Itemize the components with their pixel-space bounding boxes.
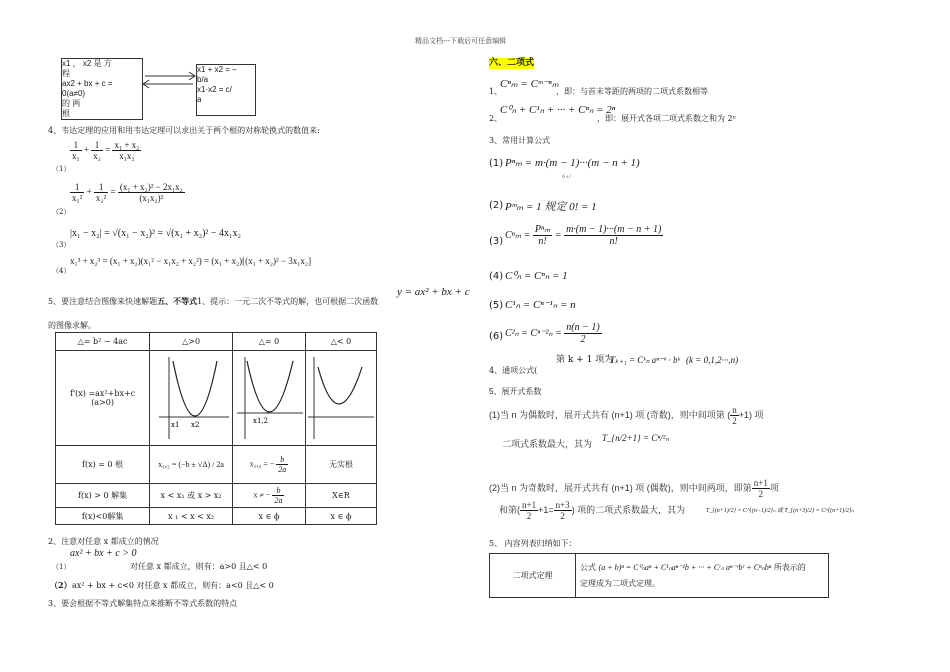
- prop-1-label: 1、: [489, 87, 503, 96]
- lt-solution-1: x ₁ < x < x₂: [150, 508, 233, 525]
- graph-no-root: [305, 351, 376, 446]
- formula-3-label: （3）: [52, 241, 71, 249]
- item-2-1-text: 对任意 x 都成立，则有：a>0 且△< 0: [130, 562, 268, 571]
- table-row-lt-label: f(x)<0解集: [56, 508, 150, 525]
- calc-2-label: (2): [489, 200, 504, 211]
- summary-left-cell: 二项式定理: [490, 554, 576, 598]
- calc-3-label: (3): [489, 236, 504, 247]
- roots-box: [61, 58, 143, 120]
- general-term-formula: Tₖ₊₁ = Cᵏₙ aⁿ⁻ᵏ · bᵏ: [610, 355, 681, 365]
- double-arrow-icon: [141, 70, 197, 90]
- calc-5-label: (5): [489, 300, 504, 311]
- item-5-tip: 1、提示：一元二次不等式的解，也可根据二次函数: [197, 297, 379, 306]
- roots-box-line: 的 两: [62, 99, 81, 108]
- odd-case-line-1: (2)当 n 为奇数时，展开式共有 (n+1) 项 (偶数)，则中间两项，即第 $\frac{n+1}{2}$ 项: [489, 478, 779, 499]
- even-case-line-2: 二项式系数最大，其为: [502, 439, 593, 449]
- formula-3: |x₁ − x₂| = √(x₁ − x₂)² = √(x₁ + x₂)² − 4x₁x₂: [70, 228, 242, 239]
- root-x2-label: x2: [191, 421, 200, 429]
- item-2-1-label: （1）: [52, 563, 71, 571]
- item-5-cont: 的图像求解。: [48, 321, 96, 330]
- calc-4-formula: C⁰ₙ = Cⁿₙ = 1: [505, 270, 568, 282]
- calc-5-formula: C¹ₙ = Cⁿ⁻¹ₙ = n: [505, 299, 576, 311]
- summary-heading: 5、 内容列表归纳如下：: [489, 539, 577, 548]
- discriminant-table: [55, 332, 377, 525]
- summary-right-cell: [576, 554, 829, 598]
- formula-suffix: 所表示的: [773, 562, 806, 572]
- prop-1-text: ，即：与首末等距的两项的二项式系数相等: [556, 87, 708, 96]
- table-header-delta: △= b² − 4ac: [56, 333, 150, 351]
- even-case-line-1: (1)当 n 为偶数时，展开式共有 (n+1) 项 (奇数)，则中间项第 ( $\frac{n}{2}$ +1) 项: [489, 405, 764, 426]
- formula-1: $\frac{1}{\text{x₁}}$ + $\frac{1}{\text{x₂}}$ = $\frac{\text{x₁ + x₂}}{\text{x₁x₂}}$: [72, 140, 140, 161]
- calc-2-formula: Pᵐₘ = 1 规定 0! = 1: [505, 201, 597, 213]
- item-5-line: [48, 296, 378, 307]
- graph-two-roots: [150, 351, 233, 446]
- function-condition: (a>0): [91, 398, 114, 407]
- vieta-box-line: b/a: [197, 75, 209, 84]
- gt-solution-3: X∈R: [305, 484, 376, 508]
- calc-4-label: (4): [489, 271, 504, 282]
- general-term-range: (k = 0,1,2···,n): [686, 355, 739, 365]
- binomial-theorem-formula: (a + b)ⁿ = C⁰ₙaⁿ + C¹ₙaⁿ⁻¹b + ··· + Cʳₙ aⁿ⁻ʳbʳ + Cⁿₙbⁿ: [598, 562, 772, 572]
- table-header-eq0: △= 0: [232, 333, 305, 351]
- item-2-2-text: ax² + bx + c<0 对任意 x 都成立，则有：a<0 且△< 0: [72, 581, 274, 590]
- parabola-two-roots-graph: [151, 351, 231, 443]
- table-row-function: [56, 351, 150, 446]
- formula-prefix: 公式: [580, 562, 596, 572]
- inequality-formula: ax² + bx + c > 0: [70, 548, 137, 559]
- graph-one-root: [232, 351, 305, 446]
- roots-box-line: 0(a≠0): [62, 89, 86, 98]
- table-header-gt0: △>0: [150, 333, 233, 351]
- formula-1-label: （1）: [52, 165, 71, 173]
- vieta-box: [196, 64, 256, 116]
- lt-solution-3: x ∈ ϕ: [305, 508, 376, 525]
- formula-2: $\frac{1}{\text{x₁²}}$ + $\frac{1}{\text{x₂²}}$ = $\frac{\text{(x₁ + x₂)² − 2x₁x₂}}{\text{(x₁x₂)²}}$: [72, 182, 183, 203]
- vieta-box-line: x1·x2 = c/: [197, 85, 232, 94]
- lt-solution-2: x ∈ ϕ: [232, 508, 305, 525]
- roots-box-line: 程: [62, 69, 70, 78]
- table-header-lt0: △< 0: [305, 333, 376, 351]
- item-3-text: 3、要会根据不等式解集特点来推断不等式系数的特点: [48, 599, 238, 608]
- parabola-no-root-graph: [306, 351, 376, 443]
- general-term-prefix: 第 k + 1 项为: [556, 355, 614, 365]
- table-row-gt-label: f(x) > 0 解集: [56, 484, 150, 508]
- root-x12-label: x1,2: [252, 417, 269, 425]
- prop-2-label: 2、: [489, 114, 503, 123]
- even-case-formula: T_{n/2+1} = Cⁿ/²ₙ: [602, 433, 669, 443]
- odd-case-line-2: 和第( $\frac{n+1}{2}$ +1= $\frac{n+3}{2}$ ) 项的二项式系数最大，其为: [499, 500, 686, 521]
- formula-2-label: （2）: [52, 208, 71, 216]
- prop-2-text: ，即：展开式各项二项式系数之和为 2ⁿ: [597, 114, 737, 123]
- general-term-label: 4、通项公式(: [489, 366, 538, 375]
- calc-3-formula: Cⁿₘ = $\frac{\text{Pⁿₘ}}{n!}$ = $\frac{m\cdot(m - 1)\cdot\cdot\cdot(m - n + 1)}{n!}$: [505, 224, 662, 247]
- parabola-one-root-graph: [233, 351, 305, 443]
- prop-1-formula: Cⁿₘ = Cᵐ⁻ⁿₘ: [500, 78, 559, 90]
- quadratic-function: y = ax² + bx + c: [397, 286, 470, 298]
- vieta-box-line: a: [197, 95, 202, 104]
- calc-1-label: (1): [489, 158, 504, 169]
- odd-case-formula: T_{(n+1)/2} = C^{(n−1)/2}ₙ 或 T_{(n+3)/2} = C^{(n+1)/2}ₙ: [706, 508, 854, 514]
- no-real-roots: 无实根: [305, 446, 376, 484]
- table-row-roots-label: f(x) = 0 根: [56, 446, 150, 484]
- binomial-section-title: 六、二项式: [489, 58, 535, 68]
- roots-box-line: 根: [62, 109, 70, 118]
- theorem-statement: 定理成为二项式定理。: [580, 578, 660, 588]
- calc-6-label: (6): [489, 331, 504, 342]
- roots-box-line: ax2 + bx + c =: [62, 79, 113, 88]
- item-5-text: 5、要注意结合图像来快速解题: [48, 297, 158, 306]
- gt-solution-1: x < x₁ 或 x > x₂: [150, 484, 233, 508]
- vieta-box-line: x1 + x2 = –: [197, 65, 237, 74]
- page-header: 精品文档---下载后可任意编辑: [415, 37, 507, 45]
- prop-3-text: 3、常用计算公式: [489, 136, 551, 145]
- coefficients-heading: 5、展开式系数: [489, 387, 542, 396]
- formula-4-label: （4）: [52, 267, 71, 275]
- gt-solution-2: x ≠ − $\frac{b}{2a}$: [232, 484, 305, 508]
- item-2-2-label: （2）: [50, 580, 72, 590]
- formula-4: x₁³ + x₂³ = (x₁ + x₂)(x₁² − x₁x₂ + x₂²) = (x₁ + x₂)[(x₁ + x₂)² − 3x₁x₂]: [70, 256, 312, 266]
- calc-1-formula: Pⁿₘ = m·(m − 1)···(m − n + 1): [505, 157, 640, 169]
- roots-box-line: x1 ， x2 是 方: [62, 59, 112, 68]
- item-2-text: 2、注意对任意 x 都成立的情况: [48, 537, 159, 546]
- item-4-text: 4、韦达定理的应用和用韦达定理可以求出关于两个根的对称轮换式的数值来:: [48, 126, 320, 135]
- prop-2-formula: C⁰ₙ + C¹ₙ + ··· + Cⁿₙ = 2ⁿ: [500, 104, 616, 116]
- section-5-heading: 五、不等式: [157, 296, 198, 306]
- summary-table: [489, 553, 829, 598]
- function-label: f'(x) =ax²+bx+c: [70, 389, 136, 398]
- double-root-formula: x₁,₂ = − $\frac{b}{2a}$: [232, 446, 305, 484]
- calc-6-formula: C²ₙ = Cⁿ⁻²ₙ = $\frac{n(n - 1)}{2}$: [505, 322, 600, 345]
- roots-formula: x₁,₂ = (−b ± √Δ) / 2a: [150, 446, 233, 484]
- root-x1-label: x1: [171, 421, 180, 429]
- calc-1-subscript: 6+/: [562, 174, 573, 180]
